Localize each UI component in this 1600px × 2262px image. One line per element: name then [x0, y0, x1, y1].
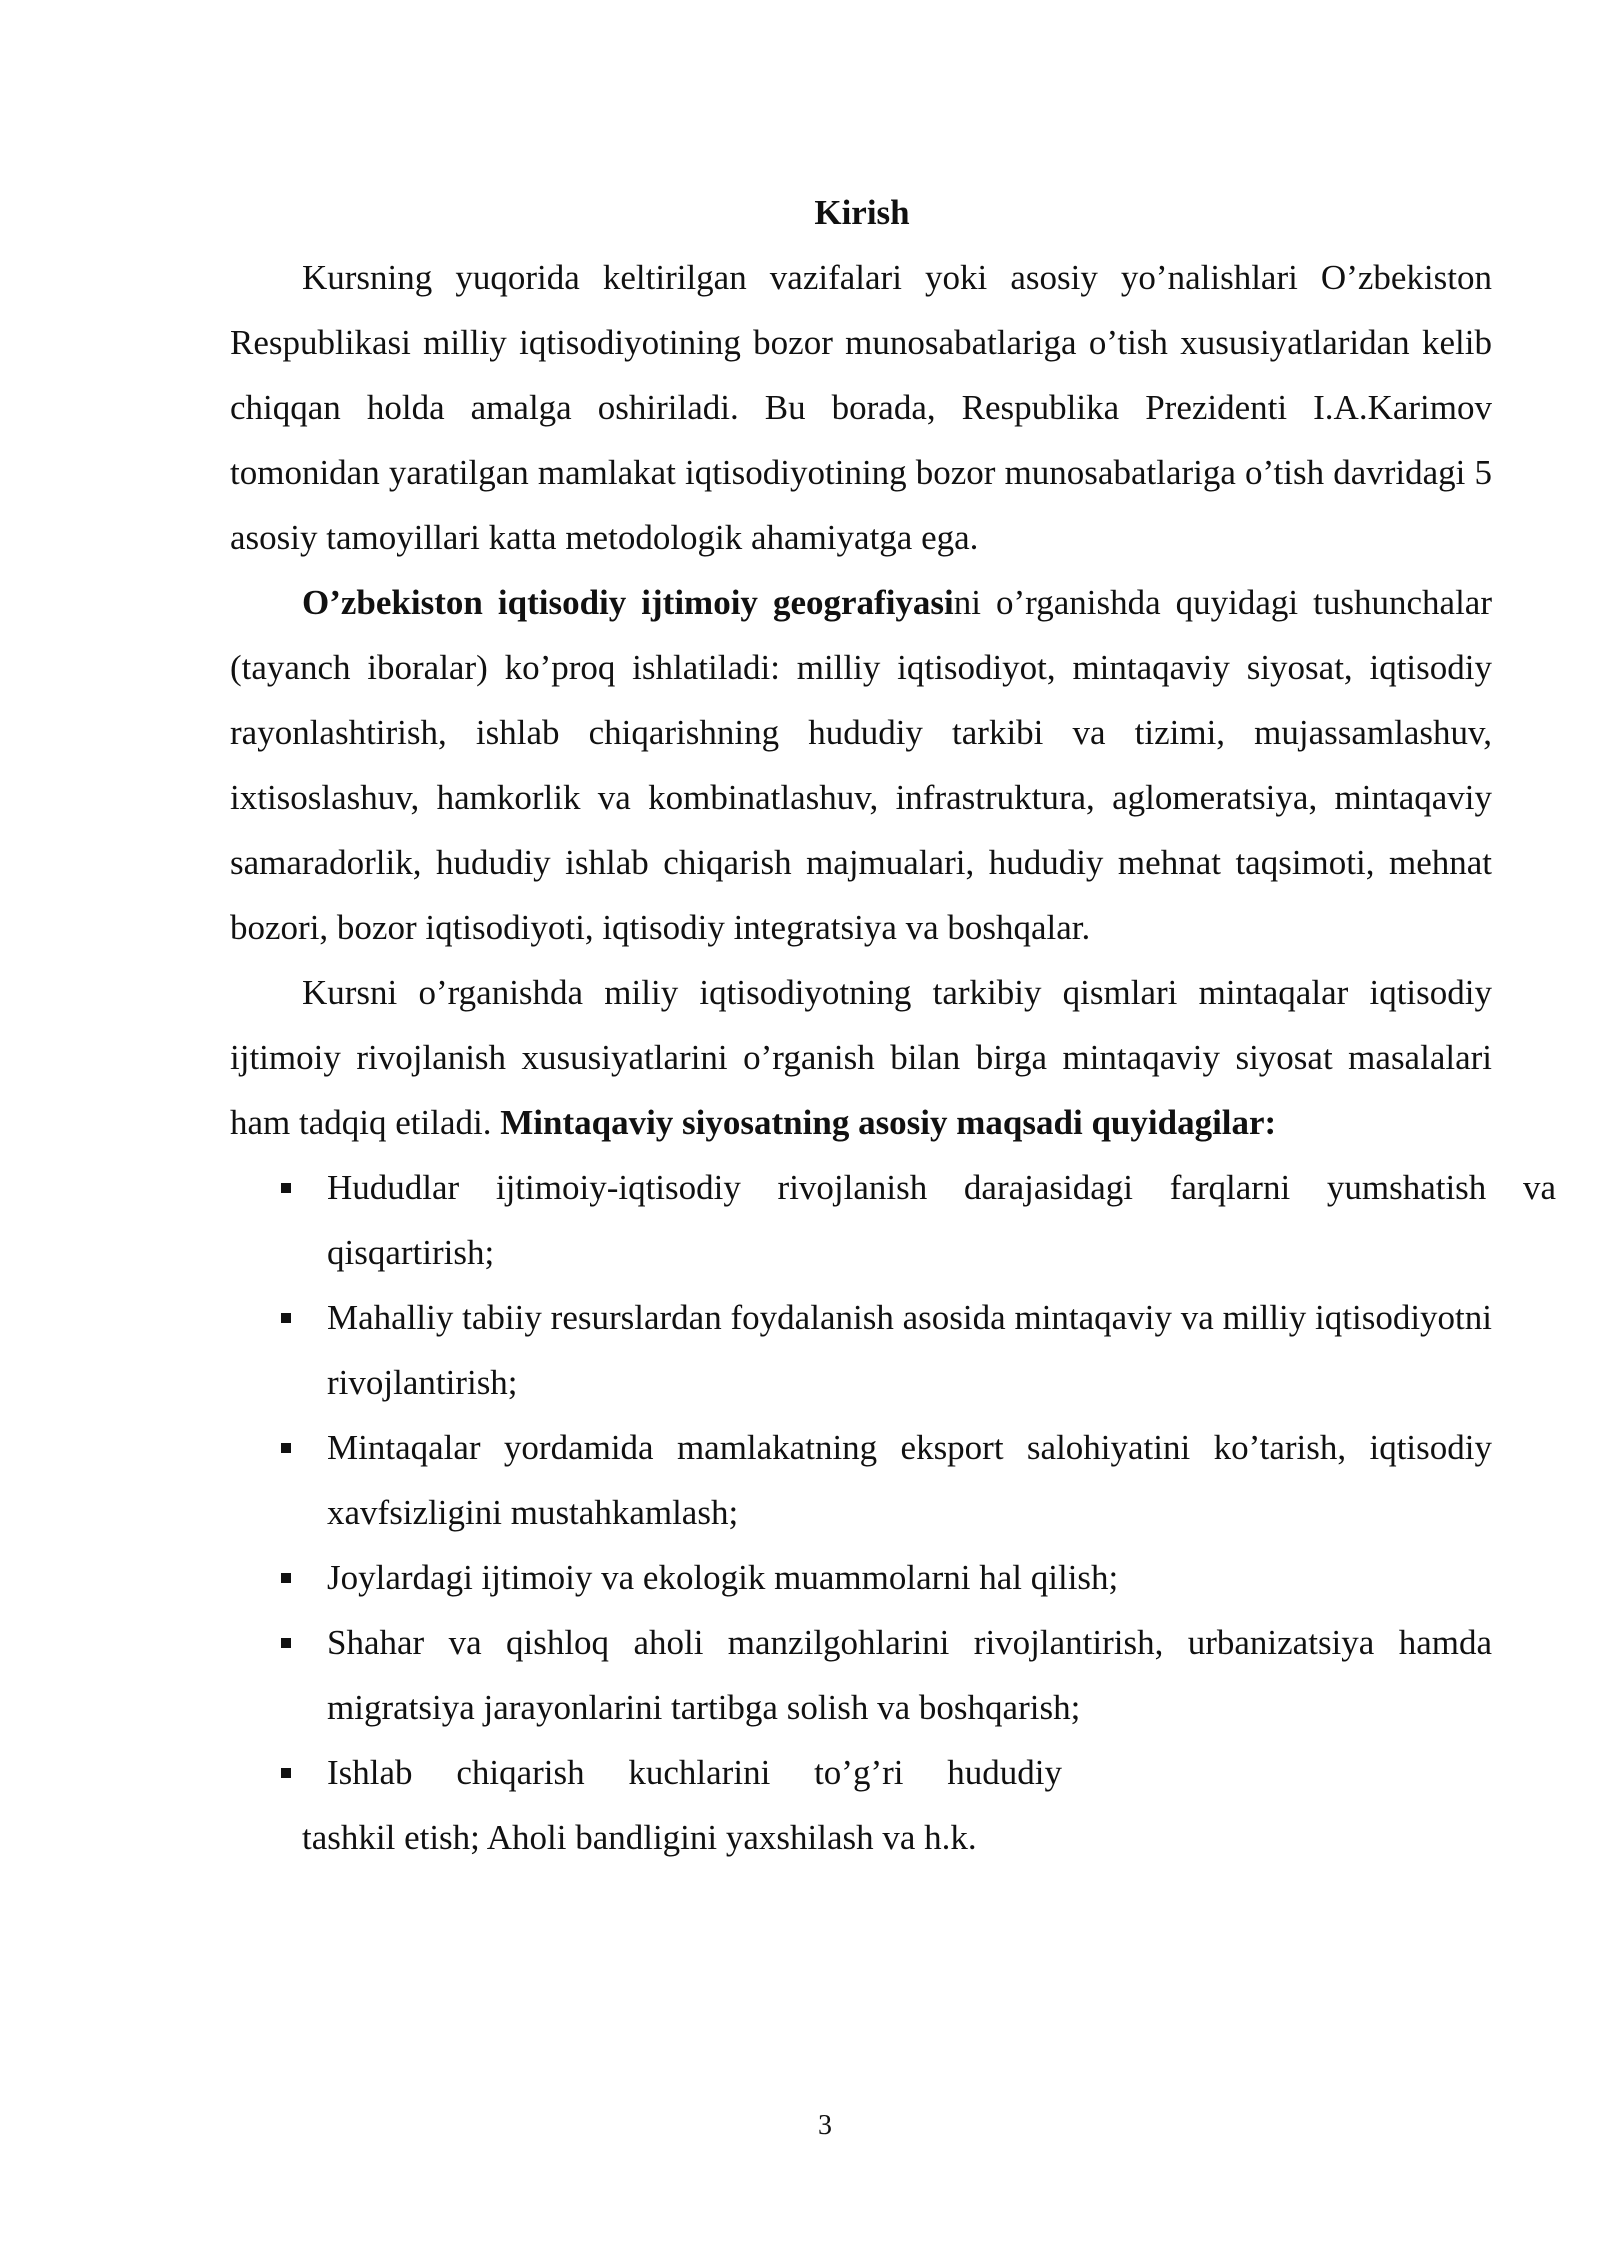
section-heading: Kirish: [814, 193, 910, 232]
concepts-paragraph-bold: O’zbekiston iqtisodiy ijtimoiy geografiyasi: [302, 583, 954, 622]
page-content: [230, 180, 1556, 1870]
list-item: [230, 1155, 1556, 1285]
square-bullet-icon: [278, 1285, 293, 1350]
policy-paragraph: [230, 960, 1492, 1155]
square-bullet-icon: [278, 1415, 293, 1480]
intro-paragraph: Kursning yuqorida keltirilgan vazifalari yoki asosiy yo’nalishlari O’zbekiston Respublikasi milliy iqtisodiyotining bozor munosabatlariga o’tish xususiyatlaridan kelib chiqqan holda amalga oshiriladi. Bu borada, Respublika Prezidenti I.A.Karimov tomonidan yaratilgan mamlakat iqtisodiyotining bozor munosabatlariga o’tish davridagi 5 asosiy tamoyillari katta metodologik ahamiyatga ega.: [230, 258, 1492, 557]
policy-paragraph-bold: Mintaqaviy siyosatning asosiy maqsadi quyidagilar:: [500, 1103, 1277, 1142]
list-continuation: tashkil etish; Aholi bandligini yaxshilash va h.k.: [302, 1818, 977, 1857]
list-item-text: Joylardagi ijtimoiy va ekologik muammolarni hal qilish;: [327, 1558, 1119, 1597]
list-item-text: Hududlar ijtimoiy-iqtisodiy rivojlanish darajasidagi farqlarni yumshatish va qisqartirish;: [327, 1168, 1556, 1272]
list-item: [230, 1285, 1492, 1415]
square-bullet-icon: [278, 1155, 293, 1220]
square-bullet-icon: [278, 1545, 293, 1610]
list-item-text: Mintaqalar yordamida mamlakatning eksport salohiyatini ko’tarish, iqtisodiy xavfsizligini mustahkamlash;: [327, 1428, 1492, 1532]
list-item: [230, 1740, 1492, 1805]
square-bullet-icon: [278, 1740, 293, 1805]
policy-paragraph-text: Kursni o’rganishda miliy iqtisodiyotning tarkibiy qismlari mintaqalar iqtisodiy ijtimoiy rivojlanish xususiyatlarini o’rganish bilan birga mintaqaviy siyosat masalalari ham tadqiq etiladi.: [230, 973, 1492, 1142]
page-number: 3: [818, 2110, 832, 2141]
square-bullet-icon: [278, 1610, 293, 1675]
list-item: [230, 1415, 1492, 1545]
list-item: [230, 1610, 1492, 1740]
list-item-text: Mahalliy tabiiy resurslardan foydalanish asosida mintaqaviy va milliy iqtisodiyotni rivojlantirish;: [327, 1298, 1492, 1402]
concepts-paragraph-text: ni o’rganishda quyidagi tushunchalar (tayanch iboralar) ko’proq ishlatiladi: milliy iqtisodiyot, mintaqaviy siyosat, iqtisodiy rayonlashtirish, ishlab chiqarishning hududiy tarkibi va tizimi, mujassamlashuv, ixtisoslashuv, hamkorlik va kombinatlashuv, infrastruktura, aglomeratsiya, mintaqaviy samaradorlik, hududiy ishlab chiqarish majmualari, hududiy mehnat taqsimoti, mehnat bozori, bozor iqtisodiyoti, iqtisodiy integratsiya va boshqalar.: [230, 583, 1492, 947]
list-item-text: Shahar va qishloq aholi manzilgohlarini rivojlantirish, urbanizatsiya hamda migratsiya jarayonlarini tartibga solish va boshqarish;: [327, 1623, 1492, 1727]
concepts-paragraph: [230, 570, 1492, 960]
list-item-text: Ishlab chiqarish kuchlarini to’g’ri hududiy: [327, 1753, 1062, 1792]
goals-list: [230, 1155, 1556, 1805]
list-item: [230, 1545, 1492, 1610]
